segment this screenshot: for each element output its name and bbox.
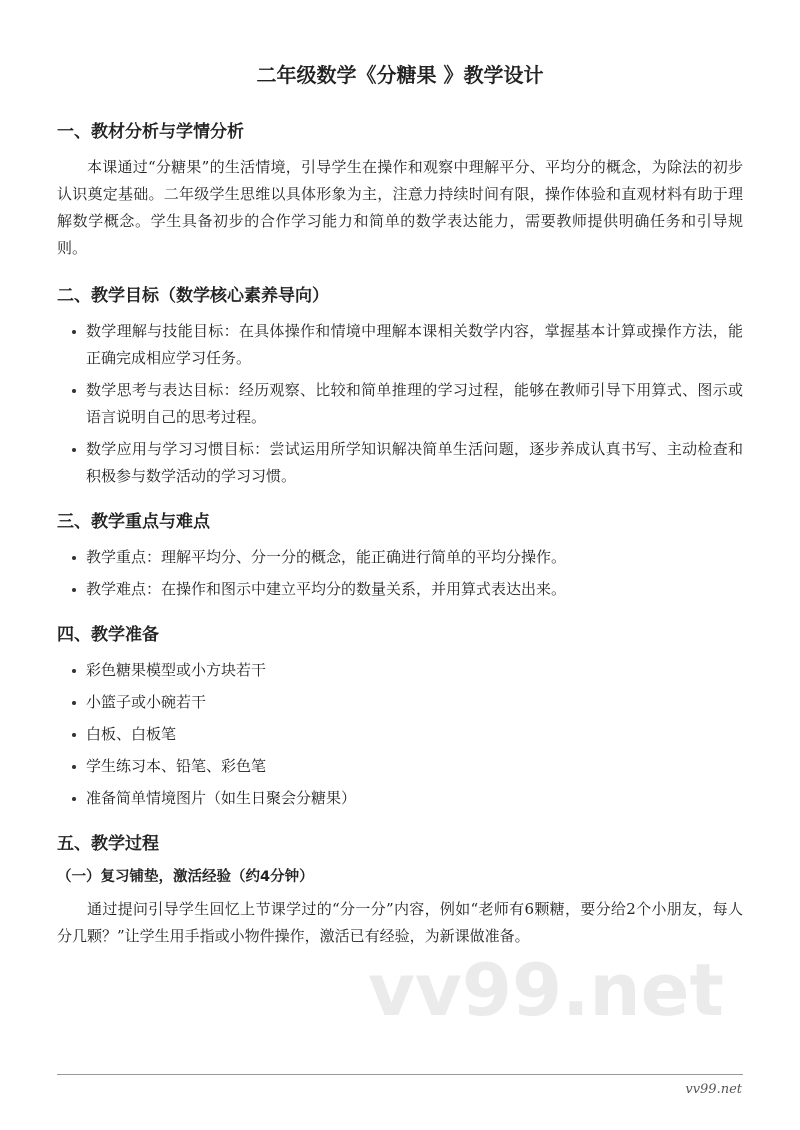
list-item: 白板、白板笔: [72, 721, 743, 748]
list-item: 数学思考与表达目标：经历观察、比较和简单推理的学习过程，能够在教师引导下用算式、图示或语言说明自己的思考过程。: [72, 377, 743, 431]
section-heading-preparation: 四、教学准备: [57, 625, 159, 645]
footer-site-label: vv99.net: [685, 1082, 742, 1097]
key-points-list: [72, 544, 743, 603]
list-item: 数学应用与学习习惯目标：尝试运用所学知识解决简单生活问题，逐步养成认真书写、主动检查和积极参与数学活动的学习习惯。: [72, 436, 743, 490]
review-paragraph: 通过提问引导学生回忆上节课学过的“分一分”内容，例如“老师有6颗糖，要分给2个小朋友，每人分几颗？”让学生用手指或小物件操作，激活已有经验，为新课做准备。: [57, 900, 743, 945]
watermark: vv99.net: [368, 948, 724, 1032]
preparation-list: [72, 657, 743, 812]
list-item: 准备简单情境图片（如生日聚会分糖果）: [72, 785, 743, 812]
section-heading-key-points: 三、教学重点与难点: [57, 512, 210, 532]
list-item: 彩色糖果模型或小方块若干: [72, 657, 743, 684]
list-item: 数学理解与技能目标：在具体操作和情境中理解本课相关数学内容，掌握基本计算或操作方法，能正确完成相应学习任务。: [72, 318, 743, 372]
objectives-list: [72, 318, 743, 490]
section-heading-analysis: 一、教材分析与学情分析: [57, 122, 244, 142]
footer-divider: [57, 1074, 743, 1075]
list-item: 学生练习本、铅笔、彩色笔: [72, 753, 743, 780]
list-item: 小篮子或小碗若干: [72, 689, 743, 716]
section-heading-process: 五、教学过程: [57, 834, 159, 854]
page-title: 二年级数学《分糖果 》教学设计: [256, 63, 544, 87]
section-heading-objectives: 二、教学目标（数学核心素养导向）: [57, 286, 329, 306]
list-item: 教学难点：在操作和图示中建立平均分的数量关系，并用算式表达出来。: [72, 576, 743, 603]
analysis-paragraph: 本课通过“分糖果”的生活情境，引导学生在操作和观察中理解平分、平均分的概念，为除法的初步认识奠定基础。二年级学生思维以具体形象为主，注意力持续时间有限，操作体验和直观材料有助于理解数学概念。学生具备初步的合作学习能力和简单的数学表达能力，需要教师提供明确任务和引导规则。: [57, 158, 743, 257]
subsection-heading-review: （一）复习铺垫，激活经验（约4分钟）: [57, 869, 314, 885]
document-body: [57, 62, 743, 1032]
list-item: 教学重点：理解平均分、分一分的概念，能正确进行简单的平均分操作。: [72, 544, 743, 571]
